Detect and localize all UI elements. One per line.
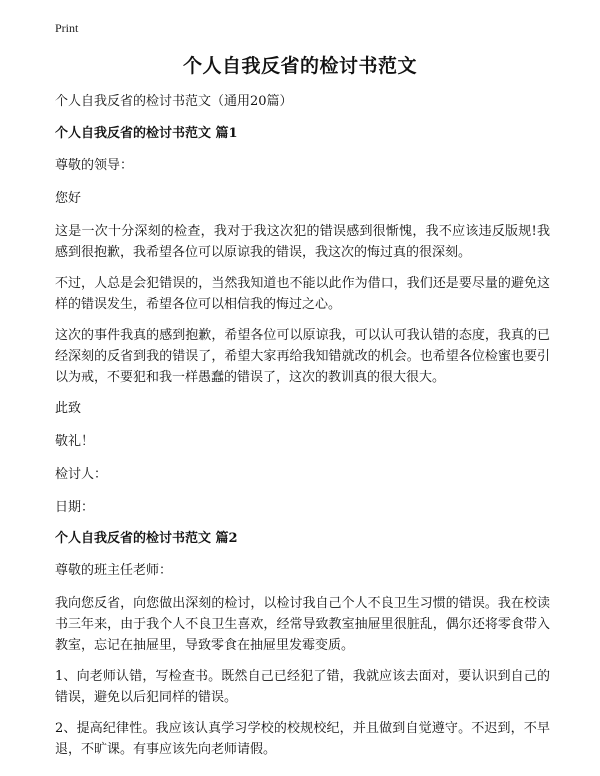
greeting: 尊敬的领导： (55, 158, 134, 173)
document-subtitle: 个人自我反省的检讨书范文（通用20篇） (55, 94, 293, 109)
paragraph: 我向您反省，向您做出深刻的检讨，以检讨我自己个人不良卫生习惯的错误。我在校读书三年来，由于我个人不良卫生喜欢，经常导致教室抽屉里很脏乱，偶尔还将零食带入教室，忘记在抽屉里，导致零食在抽屉里发霉变质。 (55, 596, 550, 653)
section-heading: 个人自我反省的检讨书范文 篇1 (55, 126, 238, 141)
closing-line: 此致 (55, 401, 82, 416)
paragraph: 不过，人总是会犯错误的，当然我知道也不能以此作为借口，我们还是要尽量的避免这样的错误发生，希望各位可以相信我的悔过之心。 (55, 276, 550, 312)
paragraph: 1、向老师认错，写检查书。既然自己已经犯了错，我就应该去面对，要认识到自己的错误，避免以后犯同样的错误。 (55, 669, 550, 705)
closing-line: 敬礼！ (55, 434, 95, 449)
section-heading: 个人自我反省的检讨书范文 篇2 (55, 531, 238, 546)
paragraph: 这是一次十分深刻的检查，我对于我这次犯的错误感到很惭愧，我不应该违反版规!我感到很抱歉，我希望各位可以原谅我的错误，我这次的悔过真的很深刻。 (55, 224, 550, 260)
print-link[interactable]: Print (55, 21, 79, 35)
salutation: 您好 (55, 191, 82, 206)
signer-line: 检讨人： (55, 467, 108, 482)
greeting: 尊敬的班主任老师： (55, 563, 173, 578)
document-body (55, 93, 550, 770)
date-line: 日期： (55, 500, 95, 515)
paragraph: 这次的事件我真的感到抱歉，希望各位可以原谅我，可以认可我认错的态度，我真的已经深刻的反省到我的错误了，希望大家再给我知错就改的机会。也希望各位检蜜也要引以为戒，不要犯和我一样愚蠢的错误了，这次的教训真的很大很大。 (55, 328, 550, 385)
paragraph: 2、提高纪律性。我应该认真学习学校的校规校纪，并且做到自觉遵守。不迟到，不早退，不旷课。有事应该先向老师请假。 (55, 721, 550, 757)
document-title: 个人自我反省的检讨书范文 (182, 55, 417, 77)
